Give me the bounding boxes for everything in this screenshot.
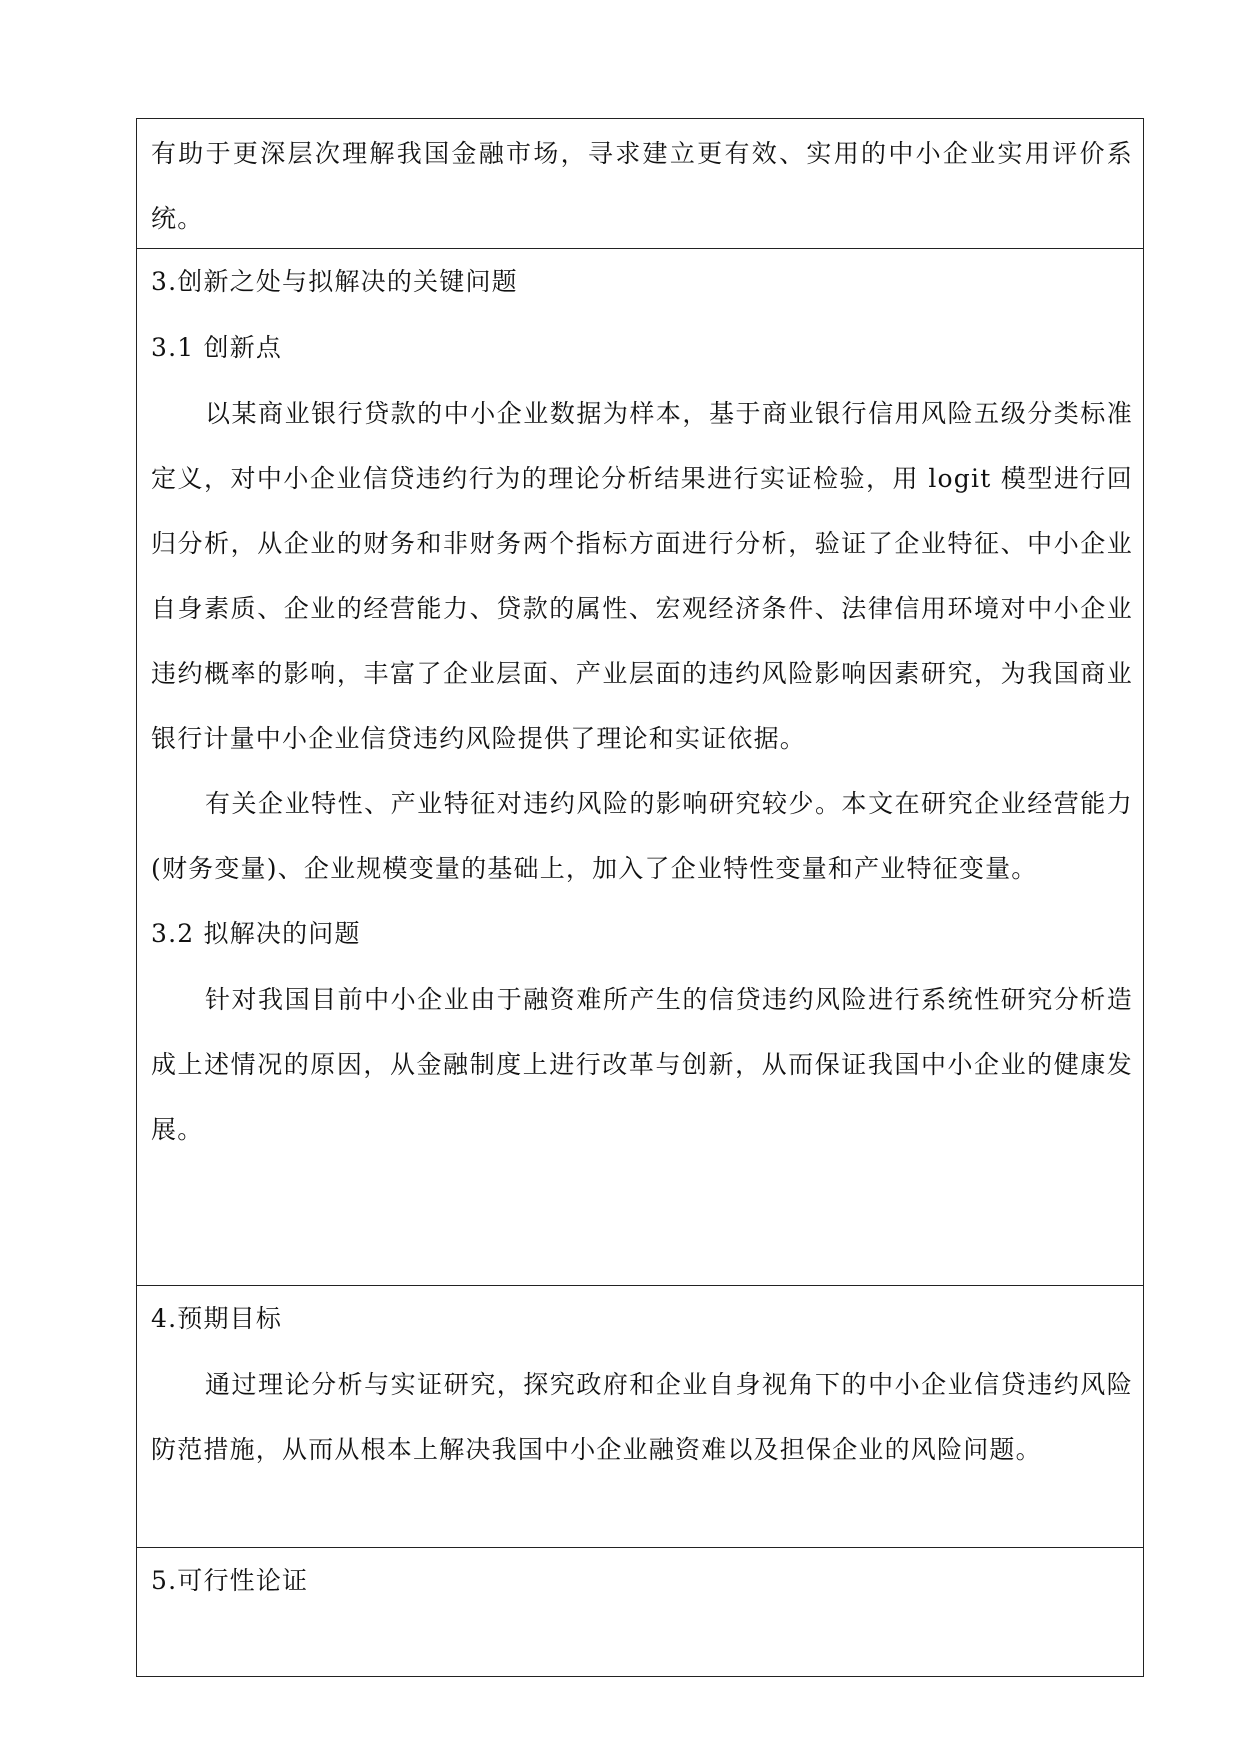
significance-cell [137, 119, 1143, 249]
innovation-cell [137, 249, 1143, 1286]
section3-1-title: 3.1 创新点 [151, 333, 283, 362]
section3-1-paragraph-2: 有关企业特性、产业特征对违约风险的影响研究较少。本文在研究企业经营能力(财务变量)、企业规模变量的基础上，加入了企业特性变量和产业特征变量。 [151, 789, 1133, 883]
section5-title: 5.可行性论证 [151, 1566, 309, 1595]
section4-title: 4.预期目标 [151, 1304, 283, 1333]
feasibility-cell [137, 1548, 1143, 1676]
goals-cell [137, 1286, 1143, 1548]
significance-continuation: 有助于更深层次理解我国金融市场，寻求建立更有效、实用的中小企业实用评价系统。 [151, 139, 1133, 233]
section3-2-title: 3.2 拟解决的问题 [151, 919, 361, 948]
section4-paragraph: 通过理论分析与实证研究，探究政府和企业自身视角下的中小企业信贷违约风险防范措施，从而从根本上解决我国中小企业融资难以及担保企业的风险问题。 [151, 1370, 1133, 1464]
section3-1-paragraph-1: 以某商业银行贷款的中小企业数据为样本，基于商业银行信用风险五级分类标准定义，对中小企业信贷违约行为的理论分析结果进行实证检验，用 logit 模型进行回归分析，从企业的财务和非财务两个指标方面进行分析，验证了企业特征、中小企业自身素质、企业的经营能力、贷款的属性、宏观经济条件、法律信用环境对中小企业违约概率的影响，丰富了企业层面、产业层面的违约风险影响因素研究，为我国商业银行计量中小企业信贷违约风险提供了理论和实证依据。 [151, 399, 1133, 753]
section3-title: 3.创新之处与拟解决的关键问题 [151, 267, 518, 296]
proposal-table [136, 118, 1144, 1677]
section3-2-paragraph: 针对我国目前中小企业由于融资难所产生的信贷违约风险进行系统性研究分析造成上述情况的原因，从金融制度上进行改革与创新，从而保证我国中小企业的健康发展。 [151, 985, 1133, 1144]
